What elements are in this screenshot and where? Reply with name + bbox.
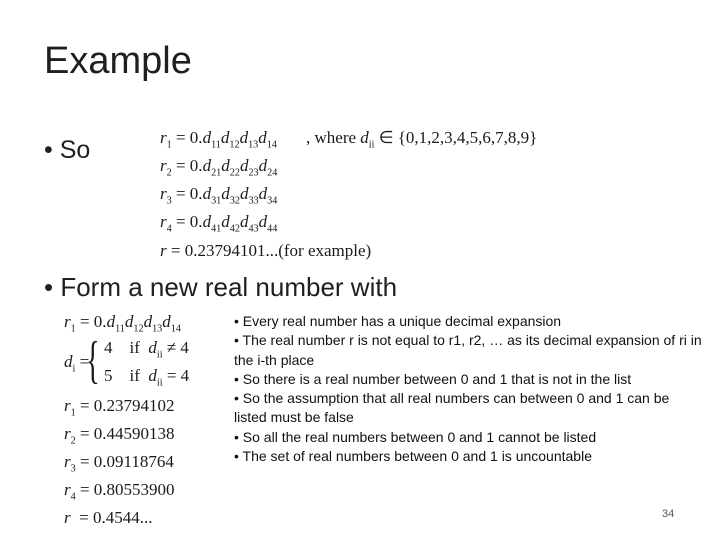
explanation-line-3: • So there is a real number between 0 and 1 that is not in the list bbox=[234, 370, 632, 387]
explanation-list bbox=[234, 312, 704, 466]
list-row-r3: $r_3 = 0.d_{31}d_{32}d_{33}d_{34}$ bbox=[160, 184, 278, 207]
bullet-glyph: • bbox=[44, 136, 53, 164]
cases-brace: { bbox=[86, 332, 100, 389]
page-number: 34 bbox=[662, 508, 675, 520]
bullet-so bbox=[44, 136, 90, 165]
explanation-line-4: • So the assumption that all real numbers can between 0 and 1 can be listed must be false bbox=[234, 390, 670, 426]
di-label: $d_i$ = bbox=[64, 352, 90, 375]
explanation-line-2: • The real number r is not equal to r1, r2, … as its decimal expansion of ri in the i-th place bbox=[234, 332, 702, 368]
digit-condition: , where $d_{ii}$ ∈ {0,1,2,3,4,5,6,7,8,9} bbox=[306, 128, 538, 151]
explanation-line-1: • Every real number has a unique decimal expansion bbox=[234, 313, 562, 329]
case-two: 5 if $d_{ii} = 4$ bbox=[104, 366, 190, 389]
value-r1: = 0.23794102 bbox=[79, 396, 175, 415]
bullet-form-text: Form a new real number with bbox=[60, 272, 398, 302]
value-r3: = 0.09118764 bbox=[79, 452, 174, 471]
value-row-r: r = 0.4544... bbox=[64, 508, 153, 527]
explanation-line-6: • The set of real numbers between 0 and 1 is uncountable bbox=[234, 448, 592, 465]
value-r4: = 0.80553900 bbox=[79, 480, 175, 499]
construction-r1: $r_1 = 0.d_{11}d_{12}d_{13}d_{14}$ bbox=[64, 312, 181, 335]
list-row-r1: $r_1 = 0.d_{11}d_{12}d_{13}d_{14}$ bbox=[160, 128, 277, 151]
slide-title: Example bbox=[44, 40, 192, 82]
explanation-line-5: • So all the real numbers between 0 and 1 cannot be listed bbox=[234, 428, 597, 445]
example-r: r = 0.23794101...(for example) bbox=[160, 241, 372, 260]
list-row-r2: $r_2 = 0.d_{21}d_{22}d_{23}d_{24}$ bbox=[160, 156, 278, 179]
list-row-r4: $r_4 = 0.d_{41}d_{42}d_{43}d_{44}$ bbox=[160, 212, 278, 235]
bullet-form-new-number bbox=[44, 272, 397, 303]
value-r: = 0.4544... bbox=[79, 508, 153, 527]
value-row-r4: $r_4 = 0.80553900$ bbox=[64, 480, 175, 503]
bullet-glyph: • bbox=[44, 272, 54, 302]
value-row-r3: $r_3 = 0.09118764$ bbox=[64, 452, 174, 475]
value-r2: = 0.44590138 bbox=[79, 424, 175, 443]
value-row-r1: $r_1 = 0.23794102$ bbox=[64, 396, 175, 419]
bullet-so-text: So bbox=[59, 136, 91, 164]
case-one: 4 if $d_{ii} \ne 4$ bbox=[104, 338, 189, 361]
value-row-r2: $r_2 = 0.44590138$ bbox=[64, 424, 175, 447]
